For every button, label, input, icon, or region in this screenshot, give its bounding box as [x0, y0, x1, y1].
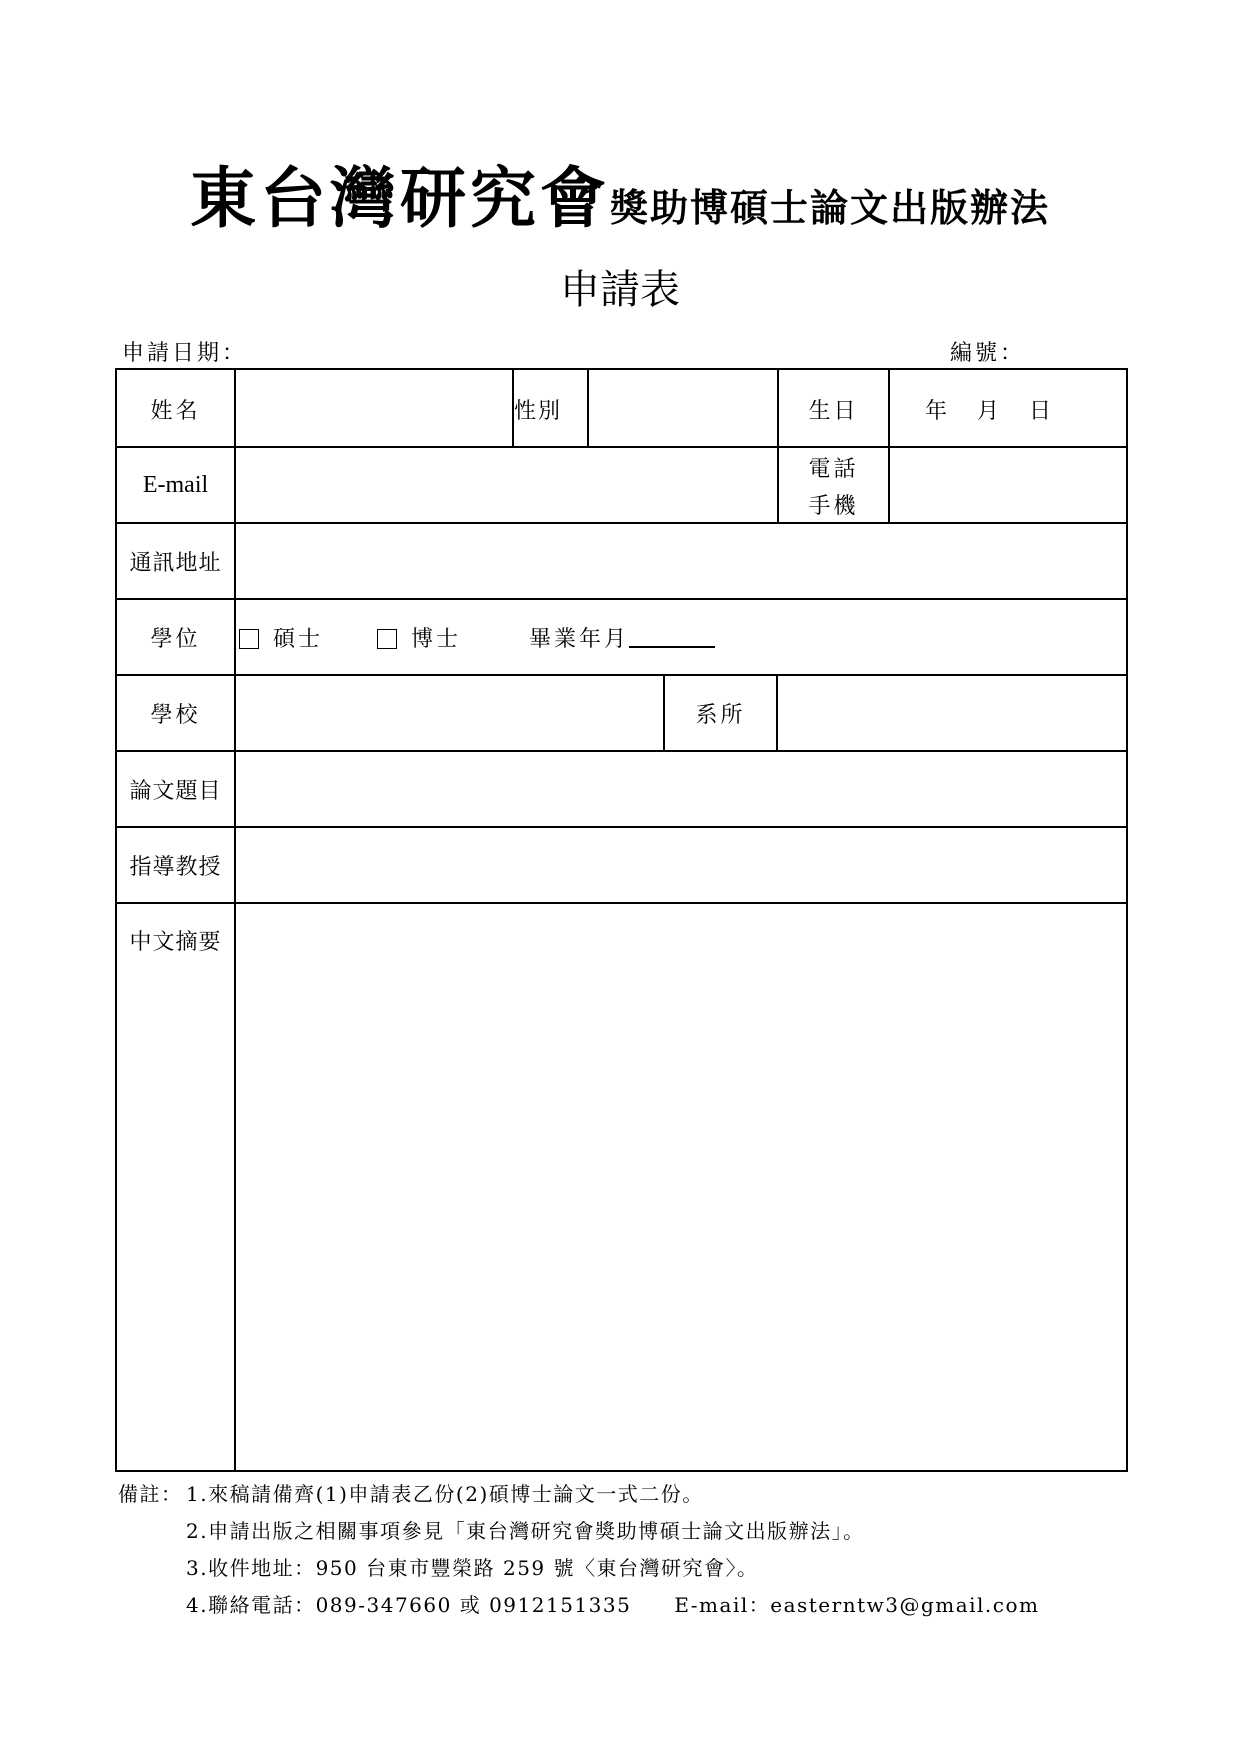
form-subtitle: 申請表 — [560, 267, 680, 313]
gender-label: 性別 — [514, 399, 563, 424]
mobile-label: 手機 — [808, 494, 859, 519]
row-divider — [117, 826, 1126, 828]
organization-name: 東台灣研究會 — [189, 159, 610, 237]
graduation-date[interactable] — [529, 622, 715, 653]
school-label: 學校 — [150, 703, 201, 728]
label-column-divider — [234, 370, 236, 1470]
department-label: 系所 — [695, 703, 746, 728]
column-divider — [587, 370, 589, 446]
column-divider — [776, 674, 778, 750]
doctorate-checkbox[interactable] — [377, 629, 397, 649]
regulation-name: 獎助博碩士論文出版辦法 — [609, 185, 1050, 230]
row-divider — [117, 674, 1126, 676]
degree-option-doctorate[interactable] — [377, 622, 461, 653]
email-label: E-mail — [142, 472, 209, 498]
document-title — [0, 145, 1240, 240]
row-divider — [117, 598, 1126, 600]
note-item: 4.聯絡電話：089-347660 或 0912151335 E-mail：easterntw3@gmail.com — [186, 1593, 1040, 1617]
row-divider — [117, 750, 1126, 752]
graduation-label: 畢業年月 — [529, 627, 630, 652]
name-label: 姓名 — [150, 399, 201, 424]
row-divider — [117, 902, 1126, 904]
masters-label: 碩士 — [273, 627, 324, 652]
doctorate-label: 博士 — [411, 627, 462, 652]
application-form-table — [115, 368, 1128, 1472]
column-divider — [888, 370, 890, 522]
birthday-label: 生日 — [808, 399, 859, 424]
application-date-label: 申請日期： — [122, 341, 248, 366]
abstract-label: 中文摘要 — [129, 930, 222, 955]
birthday-field[interactable]: 年 月 日 — [924, 399, 1055, 424]
note-item: 2.申請出版之相關事項參見「東台灣研究會獎助博碩士論文出版辦法」。 — [186, 1519, 865, 1543]
thesis-title-label: 論文題目 — [129, 779, 222, 804]
serial-number-label: 編號： — [950, 341, 1026, 366]
note-item: 3.收件地址：950 台東市豐榮路 259 號〈東台灣研究會〉。 — [186, 1556, 759, 1580]
row-divider — [117, 446, 1126, 448]
advisor-label: 指導教授 — [129, 855, 222, 880]
address-label: 通訊地址 — [129, 551, 222, 576]
row-divider — [117, 522, 1126, 524]
masters-checkbox[interactable] — [239, 629, 259, 649]
degree-label: 學位 — [150, 627, 201, 652]
degree-option-masters[interactable] — [239, 622, 323, 653]
graduation-blank[interactable] — [629, 626, 715, 648]
note-item: 1.來稿請備齊(1)申請表乙份(2)碩博士論文一式二份。 — [186, 1482, 704, 1506]
notes-prefix: 備註： — [118, 1482, 183, 1506]
phone-label: 電話 — [808, 457, 859, 482]
